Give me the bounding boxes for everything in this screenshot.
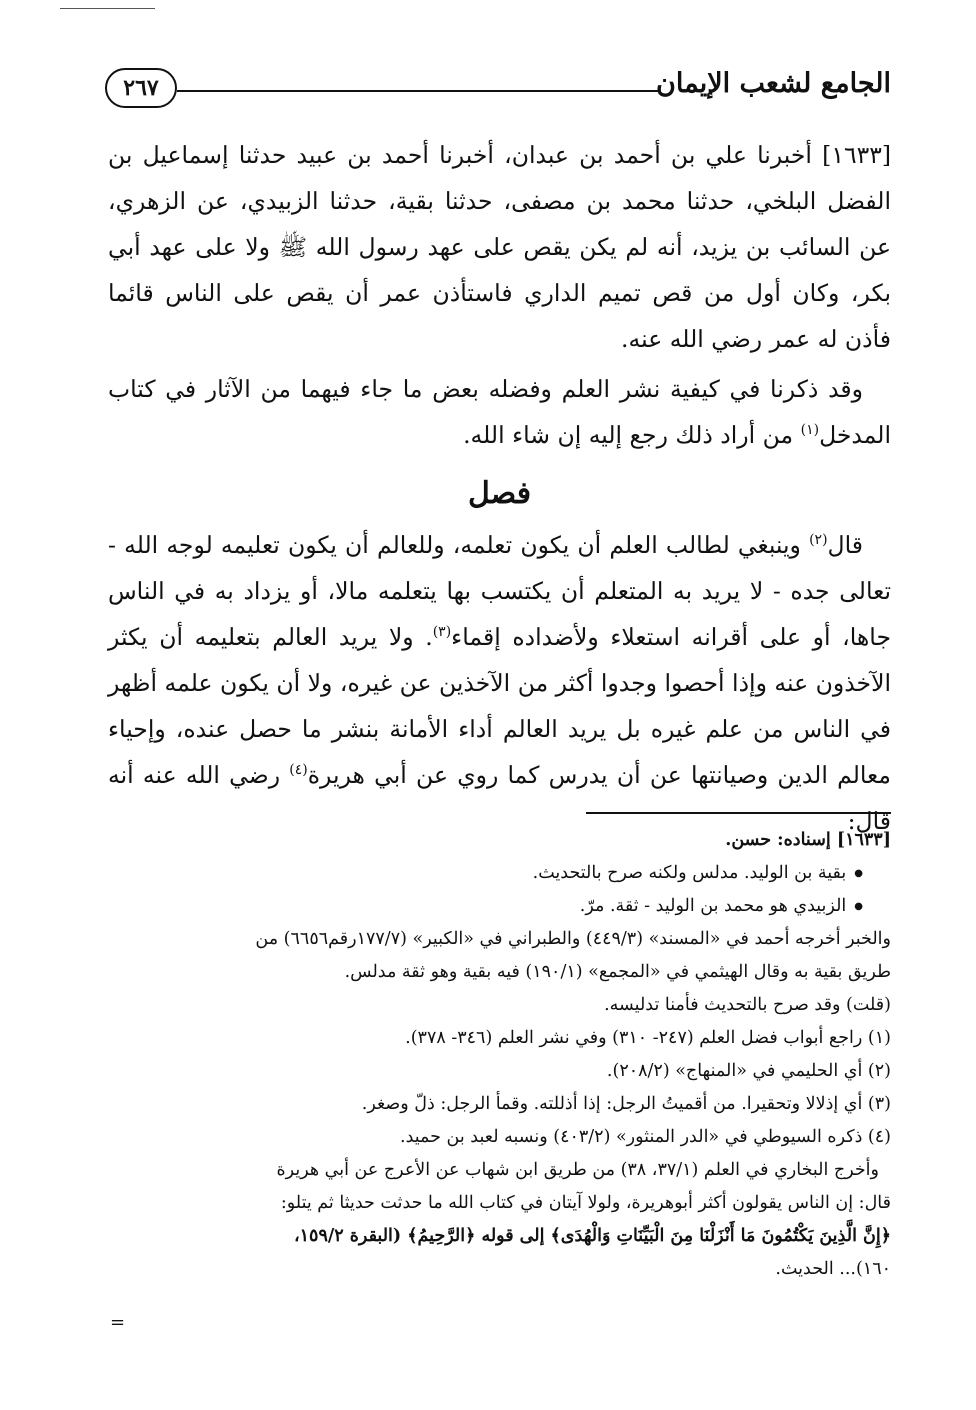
footnote-4-continuation: ١٦٠)... الحديث. — [775, 1259, 891, 1279]
reference-paragraph — [108, 366, 891, 458]
book-title: الجامع لشعب الإيمان — [656, 68, 891, 99]
footnote-ref-3: (٣) — [432, 624, 452, 641]
narrator-notes — [108, 857, 891, 923]
footnote-1: (١) راجع أبواب فضل العلم (٢٤٧- ٣١٠) وفي نشر العلم (٣٤٦- ٣٧٨). — [405, 1028, 891, 1048]
takhrij-line: طريق بقية به وقال الهيثمي في «المجمع» (١٩٠/١) فيه بقية وهو ثقة مدلس. — [344, 962, 891, 982]
footnotes — [108, 824, 891, 1286]
footnote-4-continuation: وأخرج البخاري في العلم (٣٧/١، ٣٨) من طريق ابن شهاب عن الأعرج عن أبي هريرة — [276, 1160, 879, 1180]
page-number: ٢٦٧ — [105, 68, 177, 108]
section-text-d: رضي الله عنه أنه قال: — [108, 761, 891, 835]
section-text-c: . ولا يريد العالم بتعليمه أن يكثر الآخذون عنه وإذا أحصوا وجدوا أكثر من الآخذين عن غيره، ولا أن يكون علمه أظهر في الناس من علم غيره بل يريد العالم أداء الأمانة بنشر ما حصل عنده، وإحياء معالم الدين وصيانتها عن أن يدرس كما روي عن أبي هريرة — [108, 623, 891, 789]
footnote-4: (٤) ذكره السيوطي في «الدر المنثور» (٤٠٣/٢) ونسبه لعبد بن حميد. — [400, 1127, 891, 1147]
reference-text-a: وقد ذكرنا في كيفية نشر العلم وفضله بعض ما جاء فيهما من الآثار في كتاب المدخل — [108, 375, 891, 449]
footnote-ref-4: (٤) — [289, 762, 308, 779]
footnote-ref-1: (١) — [800, 422, 820, 439]
footnote-3: (٣) أي إذلالا وتحقيرا. من أقميتُ الرجل: إذا أذللته. وقمأ الرجل: ذلّ وصغر. — [361, 1094, 891, 1114]
hadith-paragraph: [١٦٣٣] أخبرنا علي بن أحمد بن عبدان، أخبرنا أحمد بن عبيد حدثنا إسماعيل بن الفضل البلخي، حدثنا محمد بن مصفى، حدثنا بقية، حدثنا الزبيدي، عن الزهري، عن السائب بن يزيد، أنه لم يكن يقص على عهد رسول الله ﷺ ولا على عهد أبي بكر، وكان أول من قص تميم الداري فاستأذن عمر أن يقص على الناس قائما فأذن له عمر رضي الله عنه. — [108, 141, 891, 353]
section-heading: فصل — [467, 476, 532, 511]
narrator-note: ● الزبيدي هو محمد بن الوليد - ثقة. مرّ. — [108, 890, 863, 923]
reference-text-b: من أراد ذلك رجع إليه إن شاء الله. — [463, 421, 801, 449]
top-edge-rule — [60, 8, 155, 9]
takhrij-line: (قلت) وقد صرح بالتحديث فأمنا تدليسه. — [604, 995, 891, 1015]
main-text — [108, 132, 891, 844]
footnote-4-quran-quote: ﴿إِنَّ الَّذِينَ يَكْتُمُونَ مَا أَنْزَلْنَا مِنَ الْبَيِّنَاتِ وَالْهُدَى﴾ إلى قوله ﴿الرَّحِيمُ﴾ (البقرة ١٥٩/٢، — [294, 1226, 891, 1246]
footnote-4-continuation: قال: إن الناس يقولون أكثر أبوهريرة، ولولا آيتان في كتاب الله ما حدثت حديثا ثم يتلو: — [280, 1193, 891, 1213]
section-text-a: قال — [827, 531, 863, 559]
footnote-separator — [586, 812, 891, 814]
isnad-grade: [١٦٣٣] إسناده: حسن. — [725, 830, 891, 850]
takhrij-line: والخبر أخرجه أحمد في «المسند» (٤٤٩/٣) والطبراني في «الكبير» (١٧٧/٧رقم٦٦٥٦) من — [255, 929, 891, 949]
section-paragraph — [108, 522, 891, 844]
footnote-2: (٢) أي الحليمي في «المنهاج» (٢٠٨/٢). — [606, 1061, 891, 1081]
header-rule — [177, 90, 661, 92]
narrator-note: ● بقية بن الوليد. مدلس ولكنه صرح بالتحديث. — [108, 857, 863, 890]
page-header — [105, 60, 891, 120]
section-text-b: وينبغي لطالب العلم أن يكون تعلمه، وللعالم أن يكون تعليمه لوجه الله - تعالى جده - لا يريد به المتعلم أن يكتسب بها يتعلمه مالا، أو يزداد به في الناس جاها، أو على أقرانه استعلاء ولأضداده إقماء — [108, 531, 891, 651]
footnote-ref-2: (٢) — [809, 532, 828, 549]
continuation-mark: = — [110, 1312, 126, 1333]
